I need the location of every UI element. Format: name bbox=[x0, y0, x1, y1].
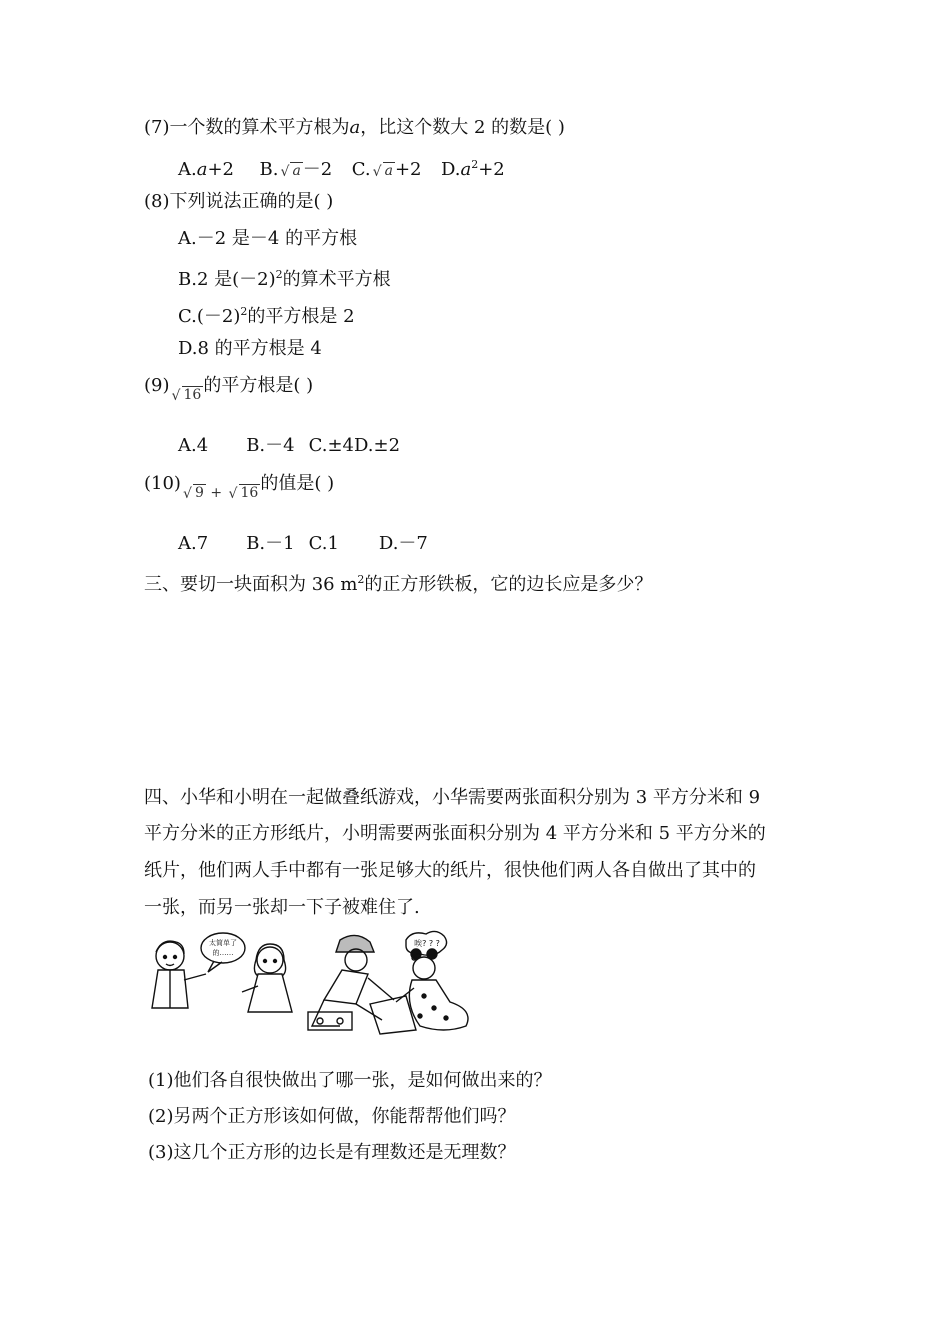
section-4-sub-1: (1)他们各自很快做出了哪一张，是如何做出来的？ bbox=[148, 1070, 552, 1091]
section-4-line-3: 纸片，他们两人手中都有一张足够大的纸片，很快他们两人各自做出了其中的 bbox=[144, 860, 756, 881]
q7-option-d: $D.a^2+2$ bbox=[440, 158, 505, 180]
children-illustration bbox=[144, 930, 480, 1036]
kneeling-boy-icon bbox=[308, 935, 394, 1030]
q9-stem: (9)√ 16 的平方根是( ) bbox=[144, 374, 313, 399]
bubble-2-text: 唉? ? ? bbox=[414, 939, 440, 948]
q8-option-d: D.8 的平方根是 4 bbox=[178, 338, 322, 359]
q10-option-b: B.－1 bbox=[246, 533, 295, 554]
q10-option-d: D.－7 bbox=[378, 533, 428, 554]
q9-option-a: A.4 bbox=[178, 435, 209, 456]
kneeling-girl-icon bbox=[396, 949, 468, 1030]
boy-figure-icon bbox=[152, 941, 206, 1008]
bubble-1-text-line-1: 太简单了 bbox=[209, 939, 237, 947]
section-4-line-4: 一张，而另一张却一下子被难住了. bbox=[144, 897, 420, 918]
q10-options bbox=[178, 532, 428, 556]
q9-option-c: C.±4 bbox=[308, 435, 354, 456]
q7-option-c: C.√ a +2 bbox=[352, 159, 422, 180]
bubble-1-text-line-2: 的…… bbox=[212, 949, 234, 957]
section-4-line-2: 平方分米的正方形纸片，小明需要两张面积分别为 4 平方分米和 5 平方分米的 bbox=[144, 823, 766, 844]
q9-option-b: B.－4 bbox=[246, 435, 295, 456]
q7-option-a: A.a+2 bbox=[178, 159, 235, 180]
q9-options bbox=[178, 434, 400, 458]
section-4-sub-3: (3)这几个正方形的边长是有理数还是无理数？ bbox=[148, 1142, 516, 1163]
q8-stem: (8)下列说法正确的是( ) bbox=[144, 191, 334, 212]
q7-option-b: B.√ a －2 bbox=[259, 159, 332, 180]
q10-option-c: C.1 bbox=[308, 533, 339, 554]
section-4-line-1: 四、小华和小明在一起做叠纸游戏，小华需要两张面积分别为 3 平方分米和 9 bbox=[144, 787, 761, 808]
girl-figure-icon bbox=[242, 944, 292, 1012]
q10-option-a: A.7 bbox=[178, 533, 209, 554]
q9-option-d: D.±2 bbox=[353, 435, 401, 456]
q8-option-b: B.2 是$(-2)^2$的算术平方根 bbox=[178, 268, 391, 290]
q10-stem: (10)√ 9 + √ 16 的值是( ) bbox=[144, 472, 334, 497]
q8-option-a: A.－2 是－4 的平方根 bbox=[178, 228, 358, 249]
q8-option-c: $C.(-2)^2$的平方根是 2 bbox=[178, 305, 355, 327]
q7-stem: (7)一个数的算术平方根为a，比这个数大 2 的数是( ) bbox=[144, 117, 565, 138]
section-4-sub-2: (2)另两个正方形该如何做，你能帮帮他们吗？ bbox=[148, 1106, 516, 1127]
q7-options bbox=[178, 153, 505, 183]
section-3-question: 三、要切一块面积为 36 $m^2$的正方形铁板，它的边长应是多少？ bbox=[144, 573, 653, 595]
